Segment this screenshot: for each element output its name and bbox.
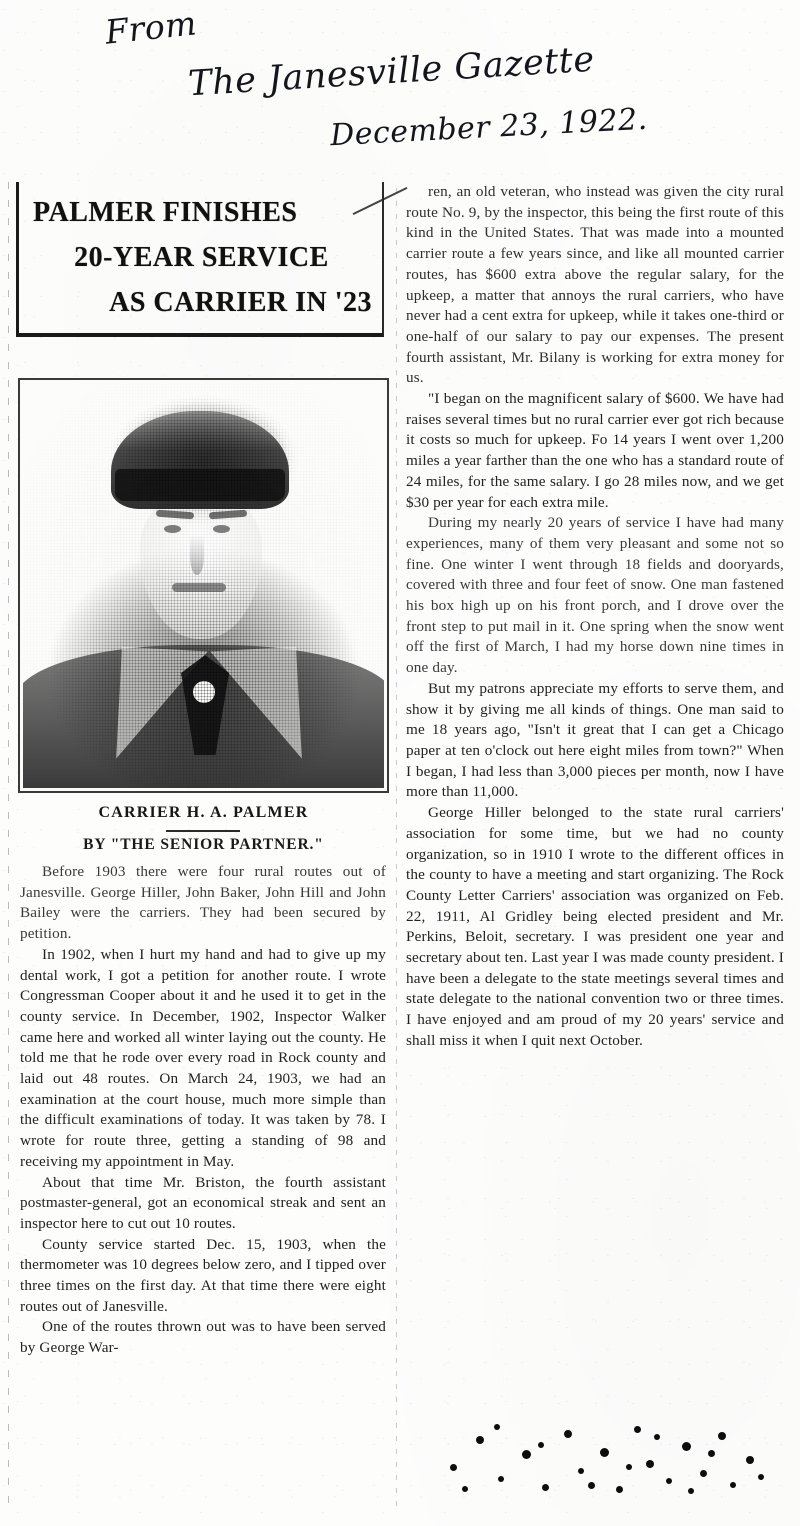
portrait-collar-left [116, 647, 208, 763]
article-paragraph: County service started Dec. 15, 1903, when the thermometer was 10 degrees below zero, and I tipped over three times on the first day. At that time there were eight routes out of Janesville. [20, 1235, 386, 1315]
portrait-cap-band [115, 469, 285, 501]
portrait-uniform-cap [111, 411, 289, 509]
article-column-left [20, 862, 386, 1359]
portrait-jacket [23, 645, 384, 788]
headline-line-3: AS CARRIER IN '23 [109, 287, 372, 318]
article-paragraph: In 1902, when I hurt my hand and had to give up my dental work, I got a petition for another route. I wrote Congressman Cooper about it and he used it to get in the county service. In December, 1902, Inspector Walker came here and worked all winter laying out the county. He told me that he rode over every road in Rock county and laid out 48 routes. On March 24, 1903, we had an examination at the court house, much more simple than the difficult examinations of today. It was taken by 78. I wrote for route three, getting a standing of 98 and receiving my appointment in May. [20, 945, 386, 1170]
handwritten-from-label: From [103, 3, 199, 52]
caption-divider-rule [166, 830, 240, 832]
headline-line-1: PALMER FINISHES [33, 197, 298, 228]
article-clipping [8, 182, 792, 1518]
clipping-left-torn-edge [8, 182, 9, 1512]
column-divider-rule [396, 188, 397, 1508]
article-paragraph: George Hiller belonged to the state rural carriers' association for some time, but we had no county organization, so in 1910 I wrote to the different offices in the county to have a meeting and start organizing. The Rock County Letter Carriers' association was organized on Feb. 22, 1911, Al Gridley being elected president and Mr. Perkins, Beloit, secretary. I was president one year and secretary about ten. Last year I was made county president. I have been a delegate to the state meetings several times and state delegate to the national convention two or three times. I have enjoyed and am proud of my 20 years' service and shall miss it when I quit next October. [406, 804, 784, 1049]
article-paragraph: "I began on the magnificent salary of $600. We have had raises several times but no rural carrier ever got rich because it costs so much for upkeep. Fo 14 years I went over 1,200 miles a year farther than the one who has a standard route of 24 miles, for the same salary. I go 28 miles now, and we get $30 per year for each extra mile. [406, 390, 784, 511]
article-paragraph: During my nearly 20 years of service I have had many experiences, many of them very pleasant and some not so fine. One winter I went through 18 fields and dooryards, covered with three and four feet of snow. One man fastened his box high up on his front porch, and I drove over the front step to put mail in it. One spring when the snow went off the first of March, I had my horse down nine times in one day. [406, 514, 784, 677]
article-paragraph: But my patrons appreciate my efforts to serve them, and show it by giving me all kinds of things. One man said to me 18 years ago, "Isn't it great that I can get a Chicago paper at ten o'clock out here eight miles from town?" When I began, I had less than 3,000 pieces per month, now I have more than 11,000. [406, 679, 784, 801]
portrait-photo [18, 378, 389, 793]
portrait-mouth [172, 583, 226, 592]
article-paragraph: Before 1903 there were four rural routes out of Janesville. George Hiller, John Baker, John Hill and John Bailey were the carriers. They had been secured by petition. [20, 863, 386, 943]
portrait-eye-left [164, 525, 181, 533]
portrait-tie [181, 655, 229, 755]
portrait-photo-halftone [23, 383, 384, 788]
article-column-right [406, 182, 784, 1052]
article-paragraph: ren, an old veteran, who instead was given the city rural route No. 9, by the inspector, this being the first route of this kind in the United States. That was made into a mounted carrier route a few years since, and like all mounted carrier routes, has $600 extra above the regular salary, for the upkeep, a matter that annoys the rural carriers, who have never had a cent extra for upkeep, while it takes one-third or one-half of our salary to pay our expenses. The present fourth assistant, Mr. Bilany is working for extra money for us. [406, 183, 784, 387]
portrait-nose [190, 535, 204, 575]
article-paragraph: One of the routes thrown out was to have been served by George War- [20, 1318, 386, 1357]
ink-blot-artifact [438, 1420, 768, 1515]
handwritten-date: December 23, 1922. [329, 101, 649, 154]
portrait-eyebrow-left [156, 510, 194, 520]
portrait-eye-right [213, 525, 230, 533]
portrait-eyebrow-right [209, 510, 247, 520]
headline-box [16, 182, 384, 337]
headline-line-2: 20-YEAR SERVICE [74, 242, 329, 273]
portrait-collar-pin [193, 681, 215, 703]
portrait-collar-right [210, 647, 302, 763]
article-paragraph: About that time Mr. Briston, the fourth assistant postmaster-general, got an economical streak and sent an inspector here to cut out 10 routes. [20, 1173, 386, 1232]
handwritten-publication-name: The Janesville Gazette [187, 39, 596, 105]
photo-caption: CARRIER H. A. PALMER [98, 804, 309, 821]
article-byline: BY "THE SENIOR PARTNER." [83, 836, 324, 853]
portrait-face [140, 491, 262, 639]
